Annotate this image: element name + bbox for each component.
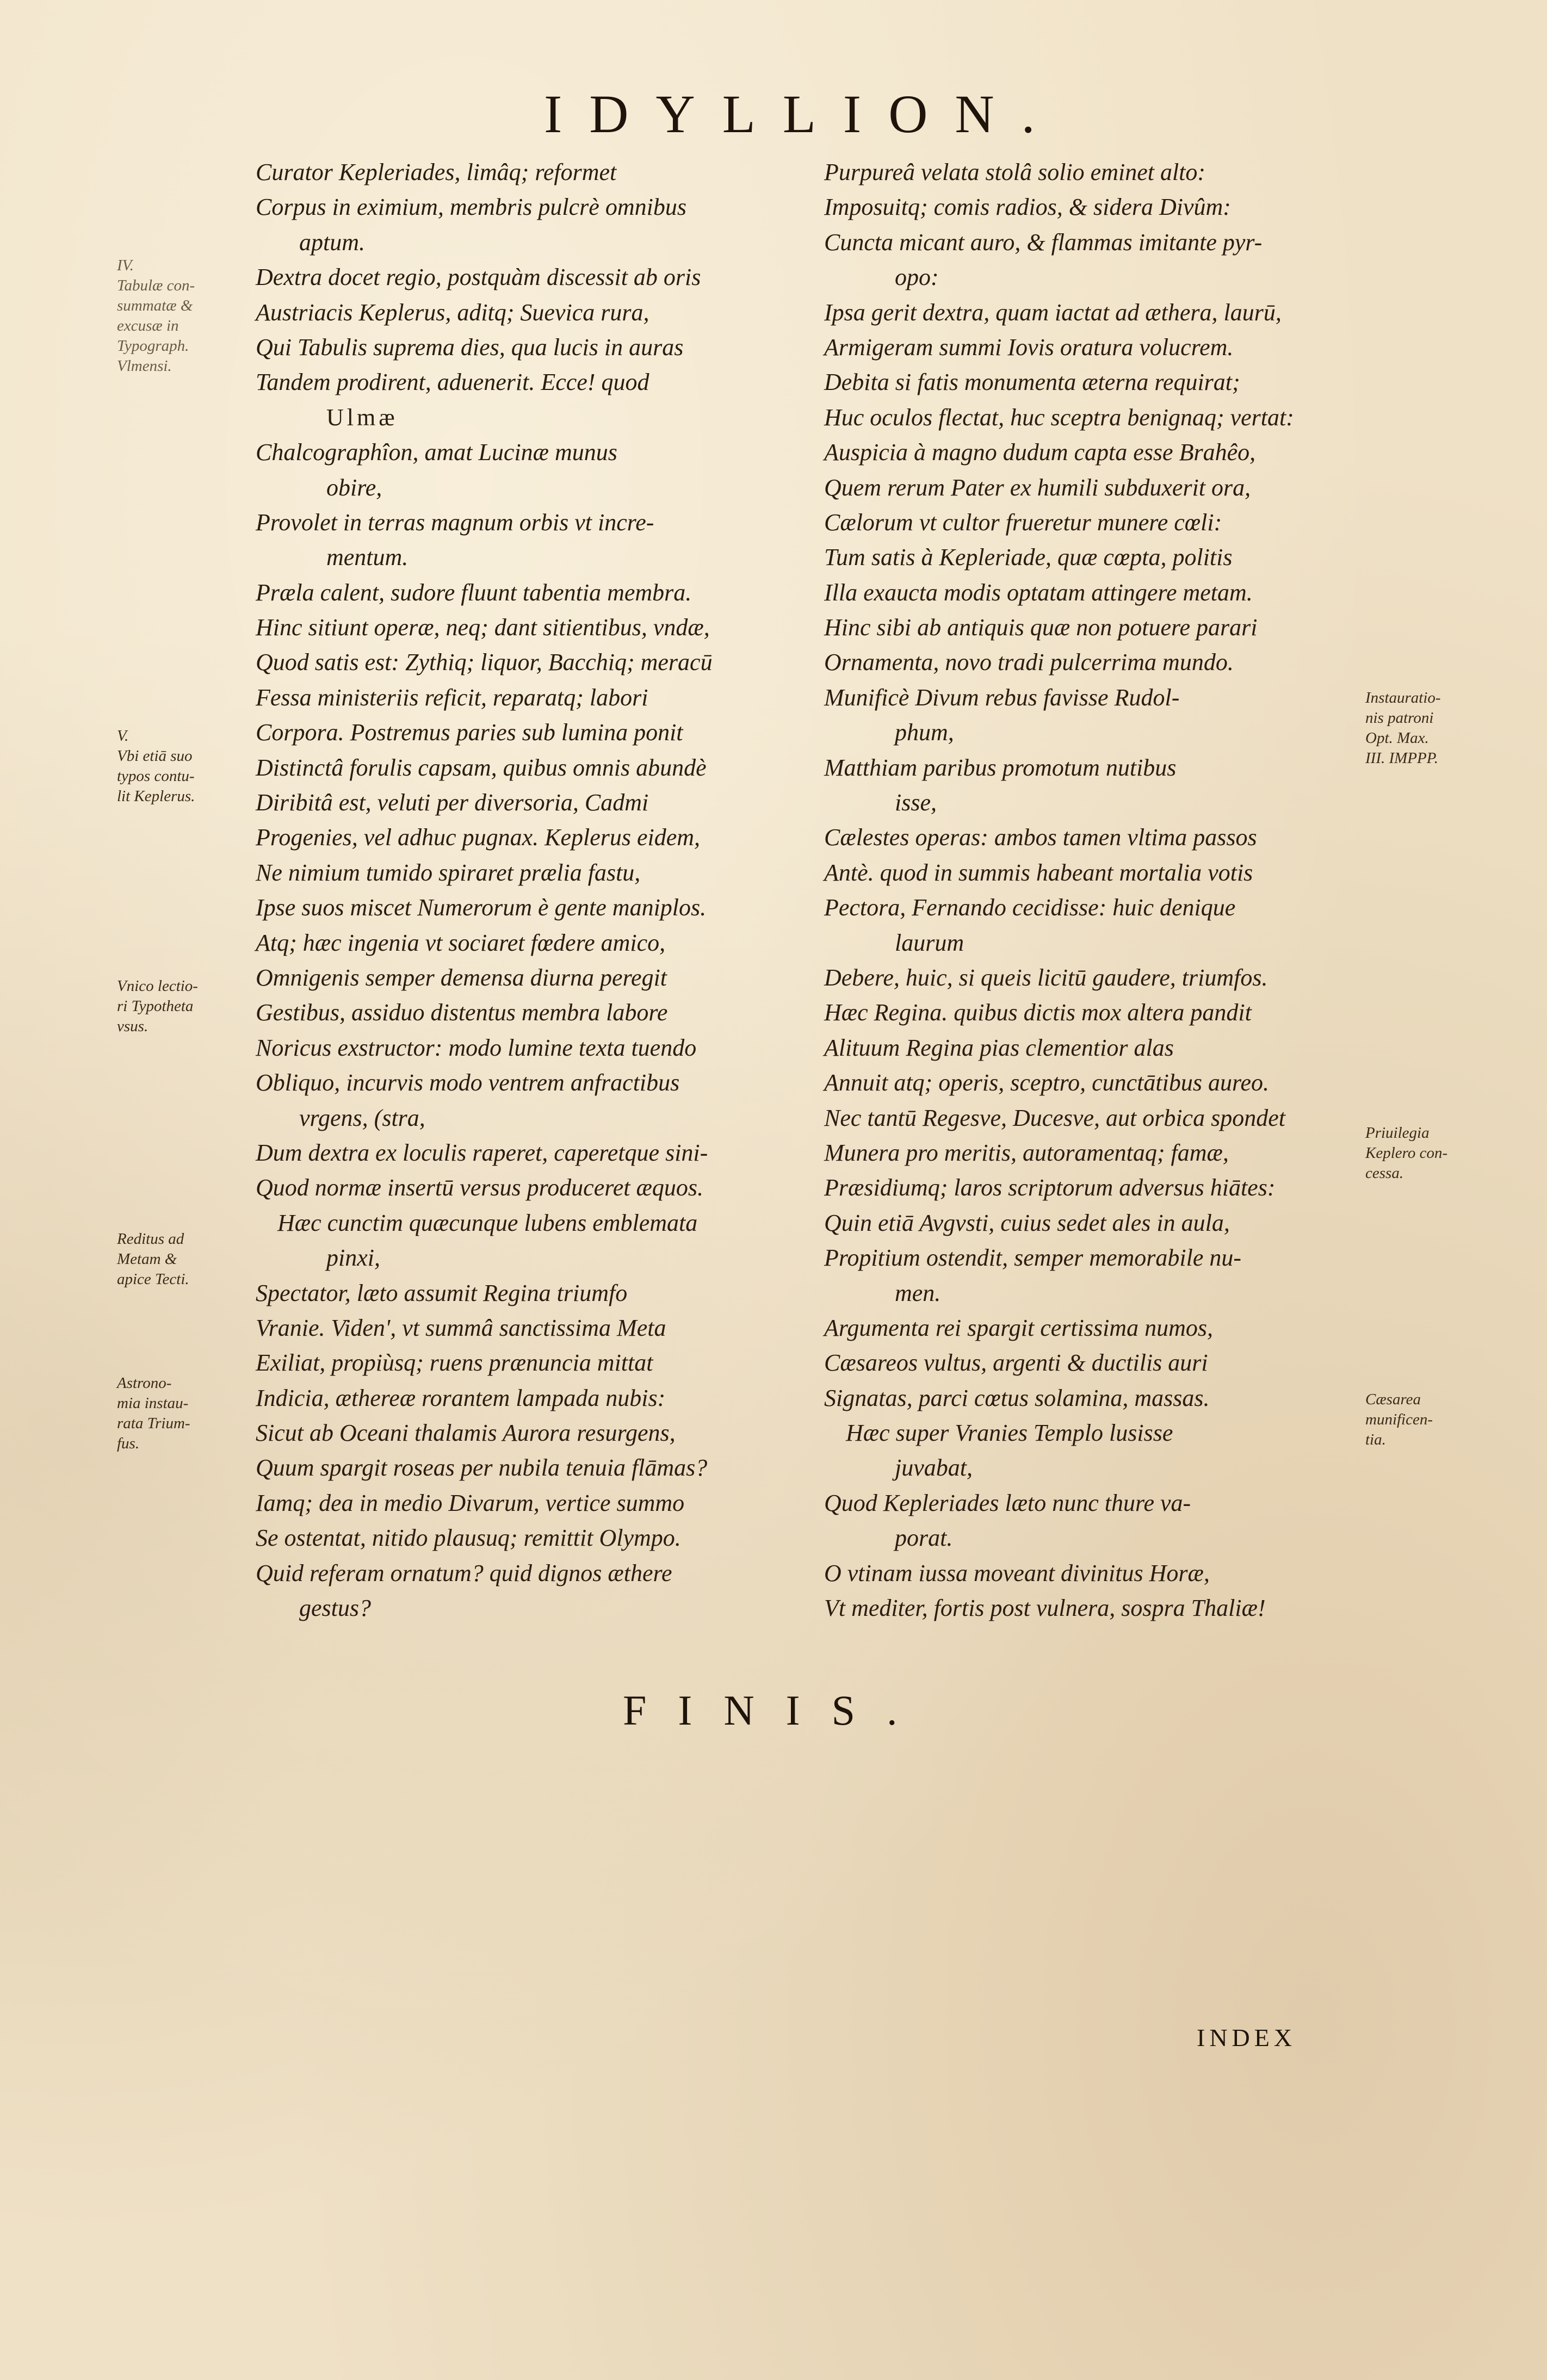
verse-line: Distinctâ forulis capsam, quibus omnis abundè <box>256 754 707 781</box>
verse-line: Sicut ab Oceani thalamis Aurora resurgens, <box>256 1420 676 1447</box>
verse-line: opo: <box>895 264 939 291</box>
verse-line: Propitium ostendit, semper memorabile nu- <box>824 1244 1242 1272</box>
verse-line: Dum dextra ex loculis raperet, caperetque sini- <box>256 1139 708 1166</box>
verse-line: men. <box>895 1279 941 1306</box>
verse-line: O vtinam iussa moveant divinitus Horæ, <box>824 1559 1210 1586</box>
verse-line: Tandem prodirent, aduenerit. Ecce! quod <box>256 369 649 396</box>
left-column <box>256 155 821 1626</box>
verse-line: Hinc sibi ab antiquis quæ non potuere parari <box>824 614 1258 641</box>
margin-note-caesarea: Cæsarea munificen- tia. <box>1365 1391 1433 1448</box>
verse-line: Ipse suos miscet Numerorum è gente maniplos. <box>256 894 707 921</box>
verse-line: Alituum Regina pias clementior alas <box>824 1034 1174 1061</box>
verse-line: aptum. <box>299 228 365 256</box>
verse-line: Hæc Regina. quibus dictis mox altera pandit <box>824 999 1252 1026</box>
verse-line: Quid referam ornatum? quid dignos æthere <box>256 1559 672 1586</box>
verse-line: Gestibus, assiduo distentus membra labore <box>256 999 668 1026</box>
verse-line: vrgens, (stra, <box>299 1104 425 1131</box>
verse-line: Purpureâ velata stolâ solio eminet alto: <box>824 159 1206 185</box>
verse-line: Quum spargit roseas per nubila tenuia flāmas? <box>256 1454 708 1482</box>
finis-heading: FINIS. <box>623 1687 929 1734</box>
margin-note-typos: V. Vbi etiā suo typos contu- lit Keplerus. <box>117 727 195 805</box>
verse-line: porat. <box>895 1524 953 1552</box>
verse-line: Spectator, læto assumit Regina triumfo <box>256 1279 628 1306</box>
verse-line: Debita si fatis monumenta æterna requirat; <box>824 369 1240 396</box>
verse-line: Omnigenis semper demensa diurna peregit <box>256 964 667 991</box>
verse-line: isse, <box>895 789 937 816</box>
verse-line: Quem rerum Pater ex humili subduxerit ora, <box>824 474 1251 501</box>
verse-line: phum, <box>895 719 954 746</box>
verse-line: Vranie. Viden', vt summâ sanctissima Meta <box>256 1314 666 1341</box>
verse-line: Munificè Divum rebus favisse Rudol- <box>824 684 1180 711</box>
margin-note-astronomia: Astrono- mia instau- rata Trium- fus. <box>117 1374 190 1452</box>
verse-line: Provolet in terras magnum orbis vt incre- <box>256 509 654 536</box>
verse-line: Exiliat, propiùsq; ruens prænuncia mittat <box>256 1349 653 1377</box>
verse-line: mentum. <box>326 544 409 571</box>
verse-line: Argumenta rei spargit certissima numos, <box>824 1314 1213 1341</box>
verse-line: Curator Kepleriades, limâq; reformet <box>256 159 617 185</box>
verse-line: Hæc super Vranies Templo lusisse <box>846 1420 1173 1447</box>
verse-line: pinxi, <box>326 1244 380 1272</box>
verse-line: Dextra docet regio, postquàm discessit ab oris <box>256 264 701 291</box>
verse-line: Cuncta micant auro, & flammas imitante pyr- <box>824 228 1263 256</box>
verse-line: Armigeram summi Iovis oratura volucrem. <box>824 333 1234 361</box>
verse-line: Corpora. Postremus paries sub lumina ponit <box>256 719 683 746</box>
verse-line: Progenies, vel adhuc pugnax. Keplerus eidem, <box>256 824 701 851</box>
catchword: INDEX <box>1197 2024 1297 2051</box>
verse-line: Quin etiā Avgvsti, cuius sedet ales in aula, <box>824 1209 1230 1236</box>
verse-line: Diribitâ est, veluti per diversoria, Cadmi <box>256 789 649 816</box>
verse-line: Munera pro meritis, autoramentaq; famæ, <box>824 1139 1229 1166</box>
verse-line: Hæc cunctim quæcunque lubens emblemata <box>277 1209 698 1236</box>
margin-note-instauratio: Instauratio- nis patroni Opt. Max. III. IMPPP. <box>1365 689 1441 767</box>
verse-line: Tum satis à Kepleriade, quæ cœpta, politis <box>824 544 1233 571</box>
verse-line: Hinc sitiunt operæ, neq; dant sitientibus, vndæ, <box>256 614 710 641</box>
verse-line: Annuit atq; operis, sceptro, cunctātibus aureo. <box>824 1069 1269 1096</box>
verse-line: Cælestes operas: ambos tamen vltima passos <box>824 824 1257 851</box>
verse-line: Ulmæ <box>326 404 398 431</box>
verse-line: Corpus in eximium, membris pulcrè omnibus <box>256 194 686 221</box>
verse-line: Cælorum vt cultor frueretur munere cœli: <box>824 509 1222 536</box>
verse-line: Indicia, æthereæ rorantem lampada nubis: <box>256 1384 666 1411</box>
verse-line: Matthiam paribus promotum nutibus <box>824 754 1177 781</box>
page-title: IDYLLION. <box>544 84 1062 144</box>
right-column <box>824 155 1363 1626</box>
verse-line: Se ostentat, nitido plausuq; remittit Olympo. <box>256 1524 681 1552</box>
margin-note-privilegia: Priuilegia Keplero con- cessa. <box>1365 1124 1448 1182</box>
verse-line: Ipsa gerit dextra, quam iactat ad æthera, laurū, <box>824 299 1282 326</box>
verse-line: Quod satis est: Zythiq; liquor, Bacchiq; meracū <box>256 649 713 676</box>
verse-line: Iamq; dea in medio Divarum, vertice summo <box>256 1489 685 1516</box>
margin-note-reditus: Reditus ad Metam & apice Tecti. <box>117 1230 189 1288</box>
verse-line: Vt mediter, fortis post vulnera, sospra Thaliæ! <box>824 1595 1266 1622</box>
verse-line: Quod Kepleriades læto nunc thure va- <box>824 1489 1191 1516</box>
verse-line: Illa exaucta modis optatam attingere metam. <box>824 579 1253 606</box>
verse-line: Nec tantū Regesve, Ducesve, aut orbica spondet <box>824 1104 1285 1131</box>
verse-line: Obliquo, incurvis modo ventrem anfractibus <box>256 1069 680 1096</box>
verse-line: laurum <box>895 929 964 956</box>
verse-line: Imposuitq; comis radios, & sidera Divûm: <box>824 194 1231 221</box>
verse-line: Debere, huic, si queis licitū gaudere, triumfos. <box>824 964 1268 991</box>
verse-line: Noricus exstructor: modo lumine texta tuendo <box>256 1034 697 1061</box>
verse-line: Præla calent, sudore fluunt tabentia membra. <box>256 579 692 606</box>
verse-line: Fessa ministeriis reficit, reparatq; labori <box>256 684 648 711</box>
verse-line: obire, <box>326 474 382 501</box>
verse-line: Ne nimium tumido spiraret prælia fastu, <box>256 859 641 886</box>
verse-line: Huc oculos flectat, huc sceptra benignaq; vertat: <box>824 404 1294 431</box>
verse-line: juvabat, <box>895 1454 973 1482</box>
verse-line: Ornamenta, novo tradi pulcerrima mundo. <box>824 649 1234 676</box>
verse-line: Atq; hæc ingenia vt sociaret fœdere amico, <box>256 929 666 956</box>
verse-line: Præsidiumq; laros scriptorum adversus hiātes: <box>824 1174 1276 1201</box>
verse-line: Antè. quod in summis habeant mortalia votis <box>824 859 1253 886</box>
verse-line: Auspicia à magno dudum capta esse Brahêo, <box>824 439 1256 466</box>
verse-line: Austriacis Keplerus, aditq; Suevica rura, <box>256 299 649 326</box>
verse-line: gestus? <box>299 1595 371 1622</box>
margin-note-typotheta: Vnico lectio- ri Typotheta vsus. <box>117 977 198 1035</box>
verse-line: Quod normæ insertū versus produceret æquos. <box>256 1174 703 1201</box>
verse-line: Pectora, Fernando cecidisse: huic denique <box>824 894 1236 921</box>
verse-line: Cæsareos vultus, argenti & ductilis auri <box>824 1349 1208 1377</box>
verse-line: Chalcographîon, amat Lucinæ munus <box>256 439 617 466</box>
margin-note-tabulae: IV. Tabulæ con- summatæ & excusæ in Typograph. Vlmensi. <box>117 257 195 375</box>
verse-line: Signatas, parci cœtus solamina, massas. <box>824 1384 1210 1411</box>
verse-line: Qui Tabulis suprema dies, qua lucis in auras <box>256 333 684 361</box>
